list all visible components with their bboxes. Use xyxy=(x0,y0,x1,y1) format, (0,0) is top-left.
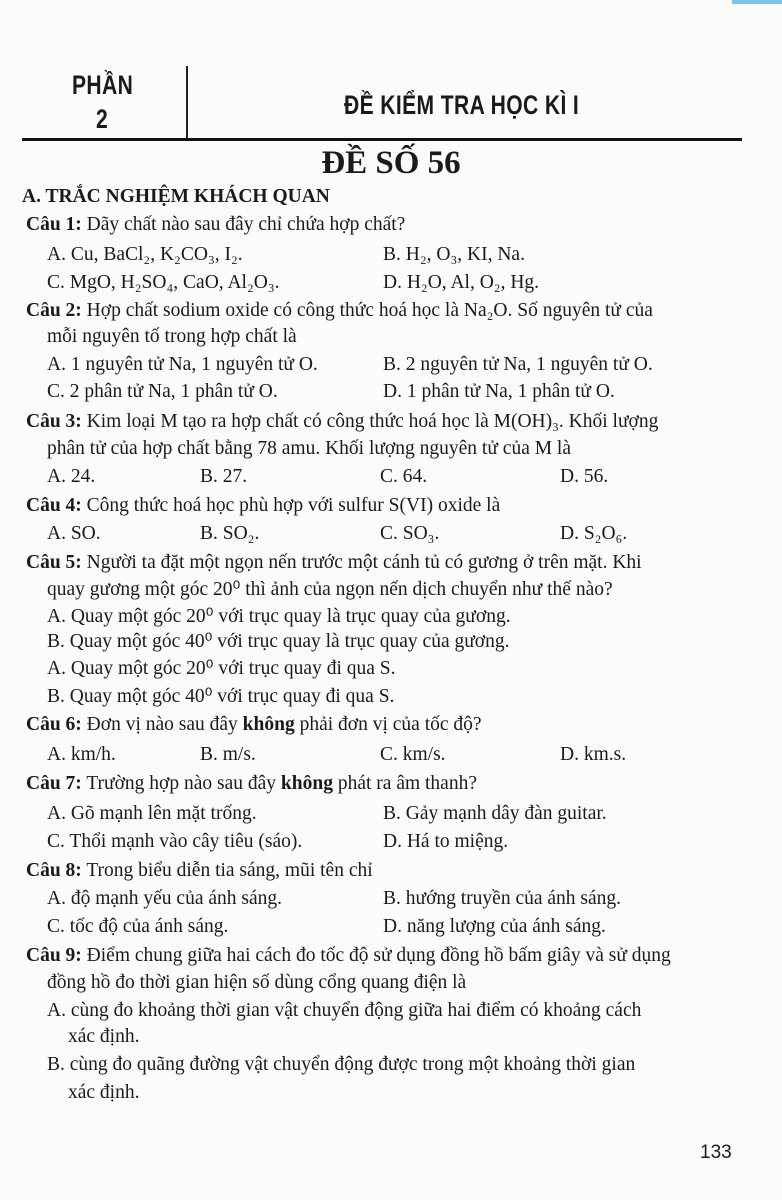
answer-option: B. hướng truyền của ánh sáng. xyxy=(383,888,622,909)
answer-option: A. Cu, BaCl₂, K₂CO₃, I₂. xyxy=(47,244,243,265)
answer-option: C. 64. xyxy=(380,466,428,487)
answer-option: B. H₂, O₃, KI, Na. xyxy=(383,244,525,265)
question-text-continued: quay gương một góc 20⁰ thì ảnh của ngọn nến dịch chuyển như thế nào? xyxy=(47,579,613,600)
answer-option: C. MgO, H₂SO₄, CaO, Al₂O₃. xyxy=(47,272,280,293)
answer-option: B. m/s. xyxy=(200,744,256,765)
question-text: Đơn vị nào sau đây xyxy=(86,714,243,735)
question-3 xyxy=(26,409,658,435)
emphasis-text: không xyxy=(242,714,295,735)
answer-option: A. Gõ mạnh lên mặt trống. xyxy=(47,803,257,824)
answer-option: C. tốc độ của ánh sáng. xyxy=(47,916,229,937)
question-6 xyxy=(26,712,482,738)
answer-option: B. Quay một góc 40⁰ với trục quay đi qua S. xyxy=(47,686,395,707)
section-title: ĐỀ KIỂM TRA HỌC KÌ I xyxy=(344,90,580,120)
answer-option: D. km.s. xyxy=(560,744,627,765)
answer-option: xác định. xyxy=(68,1082,140,1103)
answer-option: D. năng lượng của ánh sáng. xyxy=(383,916,606,937)
answer-option: A. 1 nguyên tử Na, 1 nguyên tử O. xyxy=(47,354,318,375)
question-text: phải đơn vị của tốc độ? xyxy=(294,714,482,735)
answer-option: C. SO₃. xyxy=(380,523,440,544)
answer-option: C. 2 phân tử Na, 1 phân tử O. xyxy=(47,381,278,402)
question-label: Câu 2: xyxy=(26,300,82,321)
question-9 xyxy=(26,943,671,969)
question-text: Điểm chung giữa hai cách đo tốc độ sử dụng đồng hồ bấm giây và sử dụng xyxy=(86,945,671,966)
answer-option: A. Quay một góc 20⁰ với trục quay đi qua S. xyxy=(47,658,396,679)
question-7 xyxy=(26,771,477,797)
question-text-continued: đồng hồ đo thời gian hiện số dùng cổng quang điện là xyxy=(47,972,467,993)
part-label: PHẦN xyxy=(72,70,134,100)
answer-option: B. Gảy mạnh dây đàn guitar. xyxy=(383,803,607,824)
question-label: Câu 1: xyxy=(26,214,82,235)
page-edge-mark xyxy=(732,0,782,4)
emphasis-text: không xyxy=(280,773,333,794)
question-text: phát ra âm thanh? xyxy=(332,773,477,794)
question-text: Dãy chất nào sau đây chỉ chứa hợp chất? xyxy=(86,214,406,235)
question-label: Câu 6: xyxy=(26,714,82,735)
header-divider xyxy=(186,66,188,138)
question-text: Hợp chất sodium oxide có công thức hoá học là Na₂O. Số nguyên tử của xyxy=(86,300,653,321)
question-label: Câu 3: xyxy=(26,411,82,432)
answer-option: D. H₂O, Al, O₂, Hg. xyxy=(383,272,540,293)
answer-option: A. km/h. xyxy=(47,744,116,765)
question-label: Câu 8: xyxy=(26,860,82,881)
question-text: Trong biểu diễn tia sáng, mũi tên chỉ xyxy=(86,860,373,881)
question-label: Câu 4: xyxy=(26,495,82,516)
question-1 xyxy=(26,212,405,238)
answer-option: B. 27. xyxy=(200,466,248,487)
answer-option: B. 2 nguyên tử Na, 1 nguyên tử O. xyxy=(383,354,653,375)
page-number: 133 xyxy=(700,1142,732,1163)
question-label: Câu 7: xyxy=(26,773,82,794)
answer-option: B. cùng đo quãng đường vật chuyển động được trong một khoảng thời gian xyxy=(47,1054,636,1075)
question-text: Công thức hoá học phù hợp với sulfur S(VI) oxide là xyxy=(86,495,501,516)
answer-option: A. cùng đo khoảng thời gian vật chuyển động giữa hai điểm có khoảng cách xyxy=(47,1000,642,1021)
question-text: Trường hợp nào sau đây xyxy=(86,773,281,794)
question-text: Kim loại M tạo ra hợp chất có công thức hoá học là M(OH)₃. Khối lượng xyxy=(86,411,659,432)
answer-option: A. 24. xyxy=(47,466,96,487)
answer-option: A. Quay một góc 20⁰ với trục quay là trục quay của gương. xyxy=(47,606,511,627)
question-4 xyxy=(26,493,500,519)
question-label: Câu 9: xyxy=(26,945,82,966)
question-2 xyxy=(26,298,653,324)
answer-option: D. Há to miệng. xyxy=(383,831,509,852)
header-rule xyxy=(22,138,742,141)
answer-option: B. SO₂. xyxy=(200,523,260,544)
question-5 xyxy=(26,550,642,576)
answer-option: A. độ mạnh yếu của ánh sáng. xyxy=(47,888,283,909)
question-text: Người ta đặt một ngọn nến trước một cánh tủ có gương ở trên mặt. Khi xyxy=(86,552,642,573)
answer-option: A. SO. xyxy=(47,523,101,544)
section-heading: A. TRẮC NGHIỆM KHÁCH QUAN xyxy=(22,186,330,207)
answer-option: B. Quay một góc 40⁰ với trục quay là trục quay của gương. xyxy=(47,631,510,652)
question-8 xyxy=(26,858,373,884)
answer-option: D. 56. xyxy=(560,466,609,487)
answer-option: C. km/s. xyxy=(380,744,446,765)
part-number: 2 xyxy=(96,104,109,134)
question-text-continued: phân tử của hợp chất bằng 78 amu. Khối lượng nguyên tử của M là xyxy=(47,438,572,459)
exam-title: ĐỀ SỐ 56 xyxy=(321,145,461,181)
answer-option: D. 1 phân tử Na, 1 phân tử O. xyxy=(383,381,615,402)
answer-option: xác định. xyxy=(68,1026,140,1047)
answer-option: C. Thổi mạnh vào cây tiêu (sáo). xyxy=(47,831,303,852)
question-text-continued: mỗi nguyên tố trong hợp chất là xyxy=(47,326,297,347)
question-label: Câu 5: xyxy=(26,552,82,573)
answer-option: D. S₂O₆. xyxy=(560,523,628,544)
